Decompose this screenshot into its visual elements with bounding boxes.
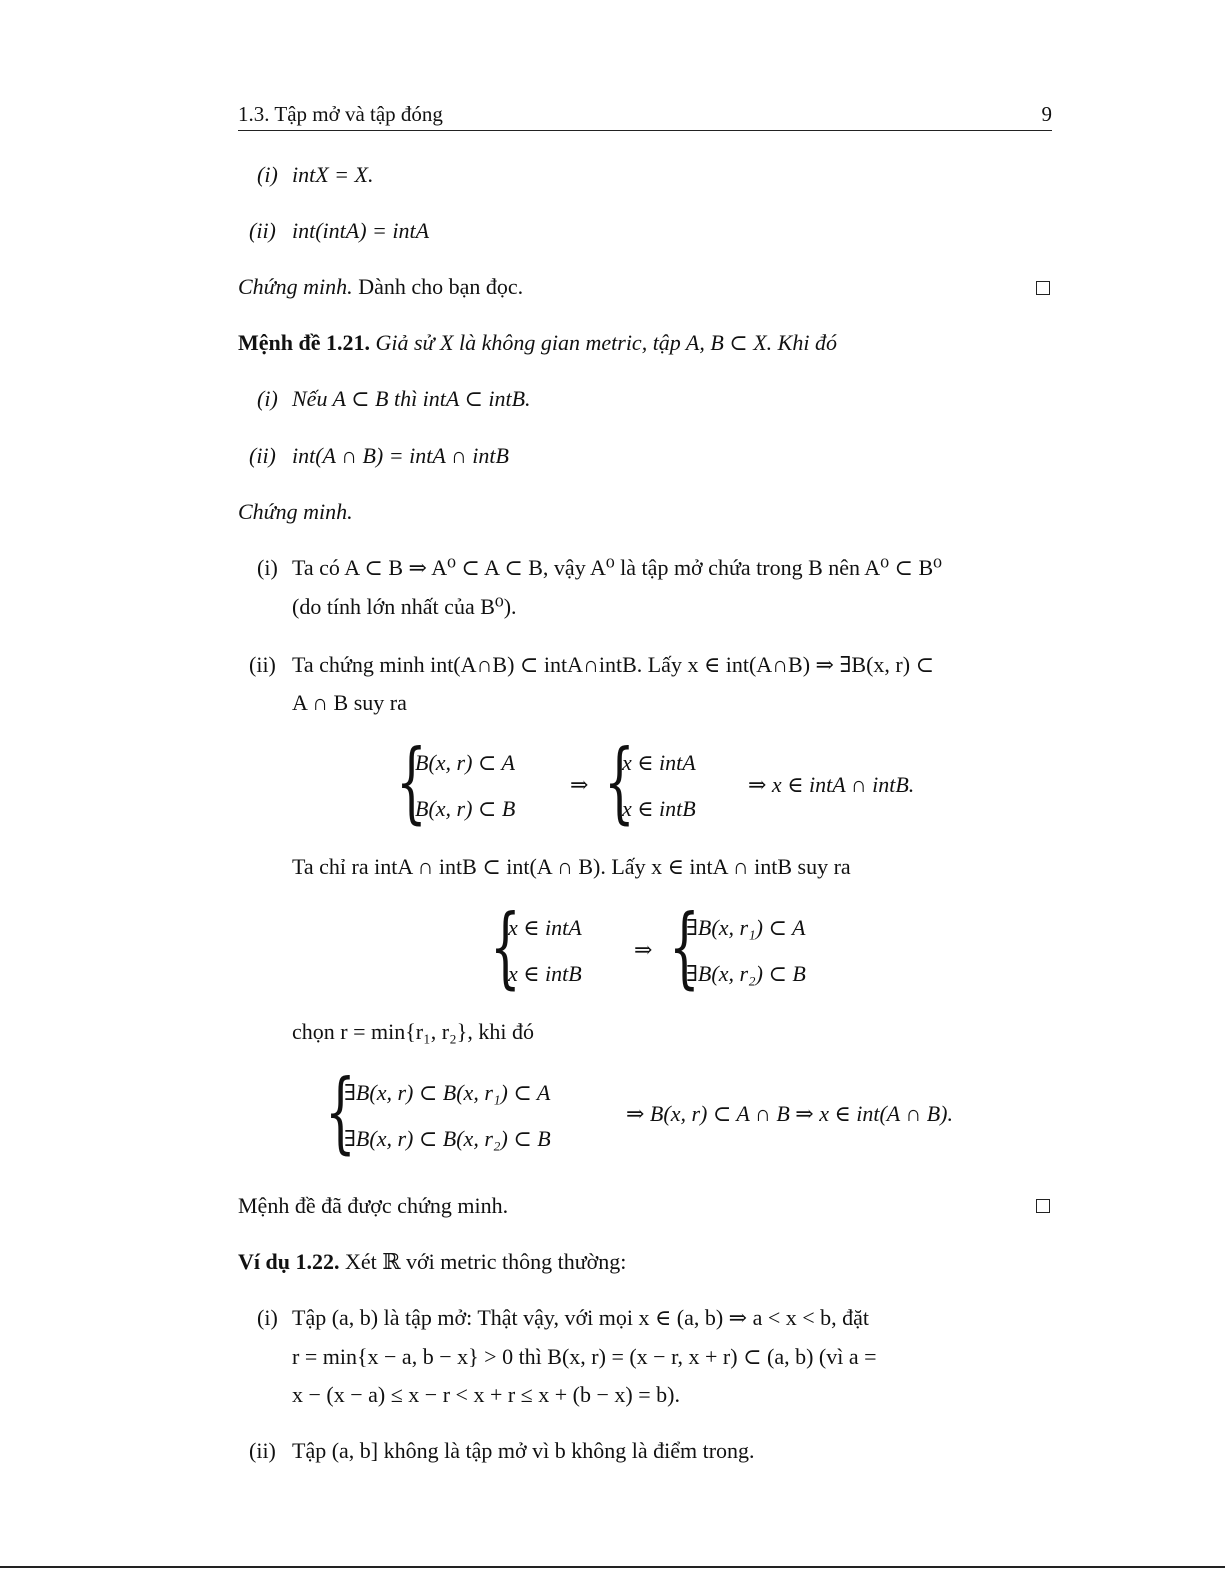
sys2-b2: ∃B(x, r₂) ⊂ B (686, 961, 806, 986)
proposition-statement: Giả sử X là không gian metric, tập A, B ⊂ X. Khi đó (375, 330, 837, 355)
sys1-b1: x ∈ intA (622, 750, 696, 775)
proof2-i-line2: (do tính lớn nhất của B⁰). (292, 594, 517, 619)
implies-arrow: ⇒ (634, 937, 653, 962)
proof-line (238, 274, 523, 300)
example-text: Xét ℝ với metric thông thường: (344, 1249, 627, 1274)
example-ii-label: (ii) (249, 1438, 276, 1463)
lemma-item-i-label: (i) (257, 162, 278, 187)
proposition-line (238, 330, 837, 356)
left-brace: { (490, 895, 521, 998)
example-i-line3: x − (x − a) ≤ x − r < x + r ≤ x + (b − x) = b). (292, 1382, 680, 1407)
lemma-item-ii-label: (ii) (249, 218, 276, 243)
sys3-result: ⇒ B(x, r) ⊂ A ∩ B ⇒ x ∈ int(A ∩ B). (626, 1101, 953, 1126)
section-title: 1.3. Tập mở và tập đóng (238, 102, 443, 126)
example-i-line1: Tập (a, b) là tập mở: Thật vậy, với mọi x ∈ (a, b) ⇒ a < x < b, đặt (292, 1305, 870, 1330)
qed-square (1036, 281, 1050, 295)
lemma-item-ii-text: int(intA) = intA (292, 218, 430, 243)
left-brace: { (396, 730, 427, 833)
sys3-a2: ∃B(x, r) ⊂ B(x, r₂) ⊂ B (344, 1126, 551, 1151)
proof-text: Dành cho bạn đọc. (358, 274, 524, 299)
page-bottom-rule (0, 1566, 1225, 1568)
qed-square (1036, 1199, 1050, 1213)
example-title: Ví dụ 1.22. (238, 1249, 340, 1274)
proof2-i-label: (i) (257, 555, 278, 580)
prop-item-i-text: Nếu A ⊂ B thì intA ⊂ intB. (292, 386, 531, 411)
sys2-a1: x ∈ intA (508, 915, 582, 940)
page-number: 9 (1041, 102, 1052, 126)
proof2-label: Chứng minh. (238, 499, 353, 524)
sys1-b2: x ∈ intB (622, 796, 696, 821)
sys3-a1: ∃B(x, r) ⊂ B(x, r₁) ⊂ A (344, 1080, 551, 1105)
left-brace: { (669, 895, 700, 998)
proof2-line4: chọn r = min{r₁, r₂}, khi đó (292, 1019, 534, 1044)
proof2-ii-line2: A ∩ B suy ra (292, 690, 407, 715)
left-brace: { (604, 730, 635, 833)
example-i-label: (i) (257, 1305, 278, 1330)
sys1-result: ⇒ x ∈ intA ∩ intB. (748, 772, 915, 797)
example-i-line2: r = min{x − a, b − x} > 0 thì B(x, r) = (x − r, x + r) ⊂ (a, b) (vì a = (292, 1344, 877, 1369)
proposition-title: Mệnh đề 1.21. (238, 330, 370, 355)
proof2-i-line1: Ta có A ⊂ B ⇒ A⁰ ⊂ A ⊂ B, vậy A⁰ là tập mở chứa trong B nên A⁰ ⊂ B⁰ (292, 555, 942, 580)
prop-item-ii-label: (ii) (249, 443, 276, 468)
proof2-conclusion: Mệnh đề đã được chứng minh. (238, 1193, 509, 1218)
prop-item-ii-text: int(A ∩ B) = intA ∩ intB (292, 443, 509, 468)
sys1-a2: B(x, r) ⊂ B (415, 796, 516, 821)
implies-arrow: ⇒ (570, 772, 589, 797)
prop-item-i-label: (i) (257, 386, 278, 411)
proof-label: Chứng minh. (238, 274, 353, 299)
example-line (238, 1249, 626, 1275)
lemma-item-i-text: intX = X. (292, 162, 374, 187)
proof2-ii-label: (ii) (249, 652, 276, 677)
sys2-a2: x ∈ intB (508, 961, 582, 986)
running-header (238, 102, 1052, 131)
sys1-a1: B(x, r) ⊂ A (415, 750, 515, 775)
sys2-b1: ∃B(x, r₁) ⊂ A (686, 915, 806, 940)
proof2-line3: Ta chỉ ra intA ∩ intB ⊂ int(A ∩ B). Lấy x ∈ intA ∩ intB suy ra (292, 854, 851, 879)
left-brace: { (325, 1060, 356, 1163)
example-ii-text: Tập (a, b] không là tập mở vì b không là điểm trong. (292, 1438, 755, 1463)
proof2-ii-line1: Ta chứng minh int(A∩B) ⊂ intA∩intB. Lấy x ∈ int(A∩B) ⇒ ∃B(x, r) ⊂ (292, 652, 935, 677)
